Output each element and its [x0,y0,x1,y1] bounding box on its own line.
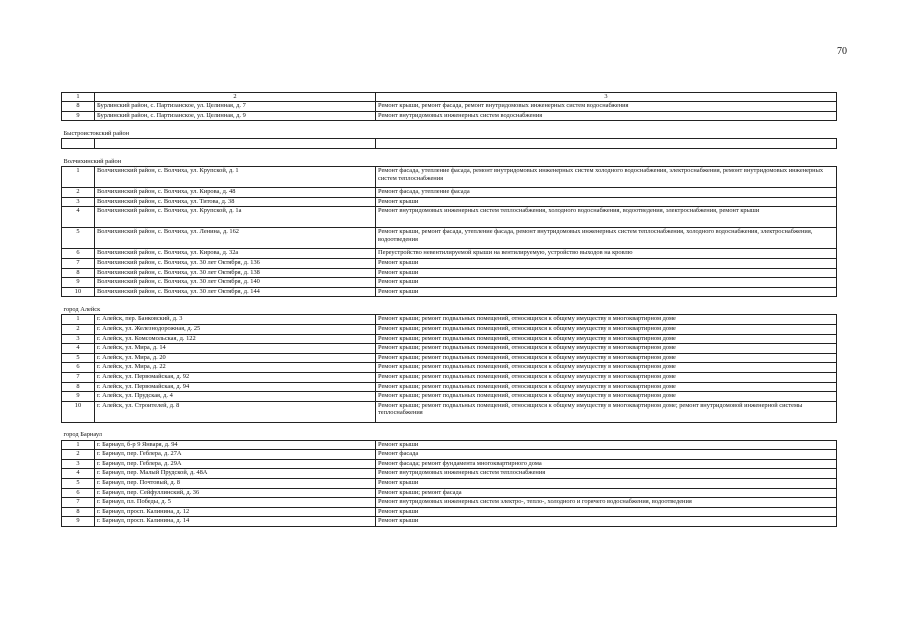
table-row [62,334,837,344]
table-row [62,353,837,363]
empty-cell [62,139,95,149]
row-number: 9 [62,517,95,527]
column-header-1: 1 [62,93,95,102]
row-number: 8 [62,382,95,392]
row-work-description: Ремонт фасада, утепление фасада [376,188,837,198]
row-address: г. Алейск, ул. Первомайская, д. 92 [95,372,376,382]
row-number: 6 [62,249,95,259]
row-address: г. Барнаул, просп. Калинина, д. 14 [95,517,376,527]
table-row [62,498,837,508]
row-work-description: Ремонт крыши; ремонт подвальных помещений, относящихся к общему имуществу в многоквартирном доме [376,363,837,373]
row-number: 3 [62,197,95,207]
row-number: 1 [62,440,95,450]
row-number: 2 [62,188,95,198]
row-work-description: Ремонт фасада [376,450,837,460]
row-number: 2 [62,324,95,334]
row-work-description: Ремонт крыши [376,197,837,207]
row-address: Волчихинский район, с. Волчиха, ул. Ленина, д. 162 [95,228,376,249]
row-work-description: Ремонт крыши; ремонт подвальных помещений, относящихся к общему имуществу в многоквартирном доме; ремонт внутридомовой инженерной системы теплоснабжения [376,401,837,422]
row-work-description: Ремонт крыши, ремонт фасада, ремонт внутридомовых инженерных систем водоснабжения [376,102,837,112]
table-row [62,228,837,249]
table-row [62,488,837,498]
table-row [62,507,837,517]
table-row [62,440,837,450]
row-address: г. Барнаул, пер. Почтовый, д. 8 [95,479,376,489]
section-title: Быстроистокский район [62,121,837,139]
row-number: 8 [62,268,95,278]
table-row [62,268,837,278]
row-work-description: Переустройство невентилируемой крыши на вентилируемую, устройство выходов на кровлю [376,249,837,259]
row-work-description: Ремонт фасада; ремонт фундамента многоквартирного дома [376,459,837,469]
row-work-description: Ремонт крыши [376,258,837,268]
row-number: 1 [62,315,95,325]
row-address: г. Алейск, ул. Мира, д. 14 [95,344,376,354]
row-address: г. Барнаул, пл. Победы, д. 5 [95,498,376,508]
row-address: Волчихинский район, с. Волчиха, ул. 30 лет Октября, д. 140 [95,278,376,288]
table-row [62,315,837,325]
table-row [62,517,837,527]
row-address: г. Алейск, ул. Мира, д. 22 [95,363,376,373]
column-header-3: 3 [376,93,837,102]
table-row [62,188,837,198]
table-row [62,324,837,334]
row-work-description: Ремонт фасада, утепление фасада, ремонт внутридомовых инженерных систем холодного водоснабжения, электроснабжения, ремонт внутридомовых инженерных систем теплоснабжения [376,167,837,188]
row-number: 5 [62,228,95,249]
row-address: Волчихинский район, с. Волчиха, ул. 30 лет Октября, д. 144 [95,287,376,297]
row-work-description: Ремонт крыши [376,278,837,288]
row-address: г. Барнаул, пер. Малый Прудской, д. 48А [95,469,376,479]
table-body [62,93,837,527]
row-work-description: Ремонт крыши [376,507,837,517]
row-number: 7 [62,498,95,508]
row-work-description: Ремонт внутридомовых инженерных систем водоснабжения [376,111,837,121]
row-number: 6 [62,488,95,498]
table-row [62,469,837,479]
row-address: Бурлинский район, с. Партизанское, ул. Целинная, д. 7 [95,102,376,112]
row-address: г. Барнаул, пер. Геблера, д. 27А [95,450,376,460]
row-number: 7 [62,258,95,268]
row-address: г. Алейск, ул. Прудская, д. 4 [95,392,376,402]
section-title: Волчихинский район [62,149,837,167]
row-number: 9 [62,392,95,402]
row-number: 4 [62,469,95,479]
row-address: г. Барнаул, пер. Сейфуллинский, д. 36 [95,488,376,498]
table-row [62,382,837,392]
table-row [62,207,837,228]
row-number: 10 [62,401,95,422]
row-number: 9 [62,111,95,121]
table-row [62,372,837,382]
row-address: Волчихинский район, с. Волчиха, ул. Крупской, д. 1 [95,167,376,188]
section-heading-row [62,422,837,440]
row-address: г. Барнаул, пер. Геблера, д. 29А [95,459,376,469]
row-work-description: Ремонт внутридомовых инженерных систем теплоснабжения, холодного водоснабжения, водоотведения, электроснабжения, ремонт крыши [376,207,837,228]
row-address: Волчихинский район, с. Волчиха, ул. Кирова, д. 32а [95,249,376,259]
row-number: 7 [62,372,95,382]
table-row [62,392,837,402]
row-address: г. Алейск, ул. Железнодорожная, д. 25 [95,324,376,334]
table-row [62,258,837,268]
row-address: Волчихинский район, с. Волчиха, ул. Крупской, д. 1а [95,207,376,228]
row-number: 9 [62,278,95,288]
row-number: 2 [62,450,95,460]
section-heading-row [62,149,837,167]
row-work-description: Ремонт крыши [376,268,837,278]
table-row [62,401,837,422]
table-row [62,459,837,469]
table-row [62,479,837,489]
row-address: Волчихинский район, с. Волчиха, ул. Кирова, д. 48 [95,188,376,198]
table-row [62,249,837,259]
table-row [62,102,837,112]
section-title: город Алейск [62,297,837,315]
column-header-2: 2 [95,93,376,102]
row-work-description: Ремонт крыши; ремонт подвальных помещений, относящихся к общему имуществу в многоквартирном доме [376,315,837,325]
row-work-description: Ремонт крыши [376,287,837,297]
row-work-description: Ремонт крыши, ремонт фасада, утепление фасада, ремонт внутридомовых инженерных систем теплоснабжения, холодного водоснабжения, электроснабжения, водоотведения [376,228,837,249]
row-work-description: Ремонт крыши; ремонт фасада [376,488,837,498]
row-number: 6 [62,363,95,373]
column-header-row [62,93,837,102]
row-work-description: Ремонт крыши [376,440,837,450]
section-heading-row [62,297,837,315]
row-work-description: Ремонт крыши; ремонт подвальных помещений, относящихся к общему имуществу в многоквартирном доме [376,392,837,402]
row-number: 4 [62,207,95,228]
table-row [62,344,837,354]
table-row [62,278,837,288]
row-address: Бурлинский район, с. Партизанское, ул. Целинная, д. 9 [95,111,376,121]
row-work-description: Ремонт крыши; ремонт подвальных помещений, относящихся к общему имуществу в многоквартирном доме [376,372,837,382]
row-address: г. Барнаул, б-р 9 Января, д. 94 [95,440,376,450]
table-row [62,197,837,207]
row-address: г. Алейск, пер. Банковский, д. 3 [95,315,376,325]
row-number: 5 [62,479,95,489]
row-work-description: Ремонт внутридомовых инженерных систем теплоснабжения [376,469,837,479]
repair-register-table [61,92,837,527]
section-title: город Барнаул [62,422,837,440]
empty-cell [376,139,837,149]
table-row [62,363,837,373]
row-number: 3 [62,334,95,344]
row-address: г. Алейск, ул. Первомайская, д. 94 [95,382,376,392]
row-work-description: Ремонт внутридомовых инженерных систем электро-, тепло-, холодного и горячего водоснабжения, водоотведения [376,498,837,508]
page-number: 70 [837,46,847,57]
table-row [62,111,837,121]
row-number: 8 [62,507,95,517]
row-work-description: Ремонт крыши; ремонт подвальных помещений, относящихся к общему имуществу в многоквартирном доме [376,382,837,392]
section-heading-row [62,121,837,139]
row-work-description: Ремонт крыши; ремонт подвальных помещений, относящихся к общему имуществу в многоквартирном доме [376,344,837,354]
row-work-description: Ремонт крыши; ремонт подвальных помещений, относящихся к общему имуществу в многоквартирном доме [376,353,837,363]
row-number: 1 [62,167,95,188]
row-number: 8 [62,102,95,112]
empty-cell [95,139,376,149]
row-number: 3 [62,459,95,469]
table-row [62,287,837,297]
row-number: 5 [62,353,95,363]
row-address: Волчихинский район, с. Волчиха, ул. Титова, д. 38 [95,197,376,207]
row-address: г. Алейск, ул. Строителей, д. 8 [95,401,376,422]
row-address: Волчихинский район, с. Волчиха, ул. 30 лет Октября, д. 136 [95,258,376,268]
table-row [62,167,837,188]
empty-row [62,139,837,149]
row-work-description: Ремонт крыши; ремонт подвальных помещений, относящихся к общему имуществу в многоквартирном доме [376,324,837,334]
row-address: г. Алейск, ул. Мира, д. 20 [95,353,376,363]
row-work-description: Ремонт крыши [376,517,837,527]
row-address: г. Алейск, ул. Комсомольская, д. 122 [95,334,376,344]
row-work-description: Ремонт крыши [376,479,837,489]
row-number: 4 [62,344,95,354]
row-number: 10 [62,287,95,297]
row-address: Волчихинский район, с. Волчиха, ул. 30 лет Октября, д. 138 [95,268,376,278]
table-row [62,450,837,460]
row-address: г. Барнаул, просп. Калинина, д. 12 [95,507,376,517]
row-work-description: Ремонт крыши; ремонт подвальных помещений, относящихся к общему имуществу в многоквартирном доме [376,334,837,344]
